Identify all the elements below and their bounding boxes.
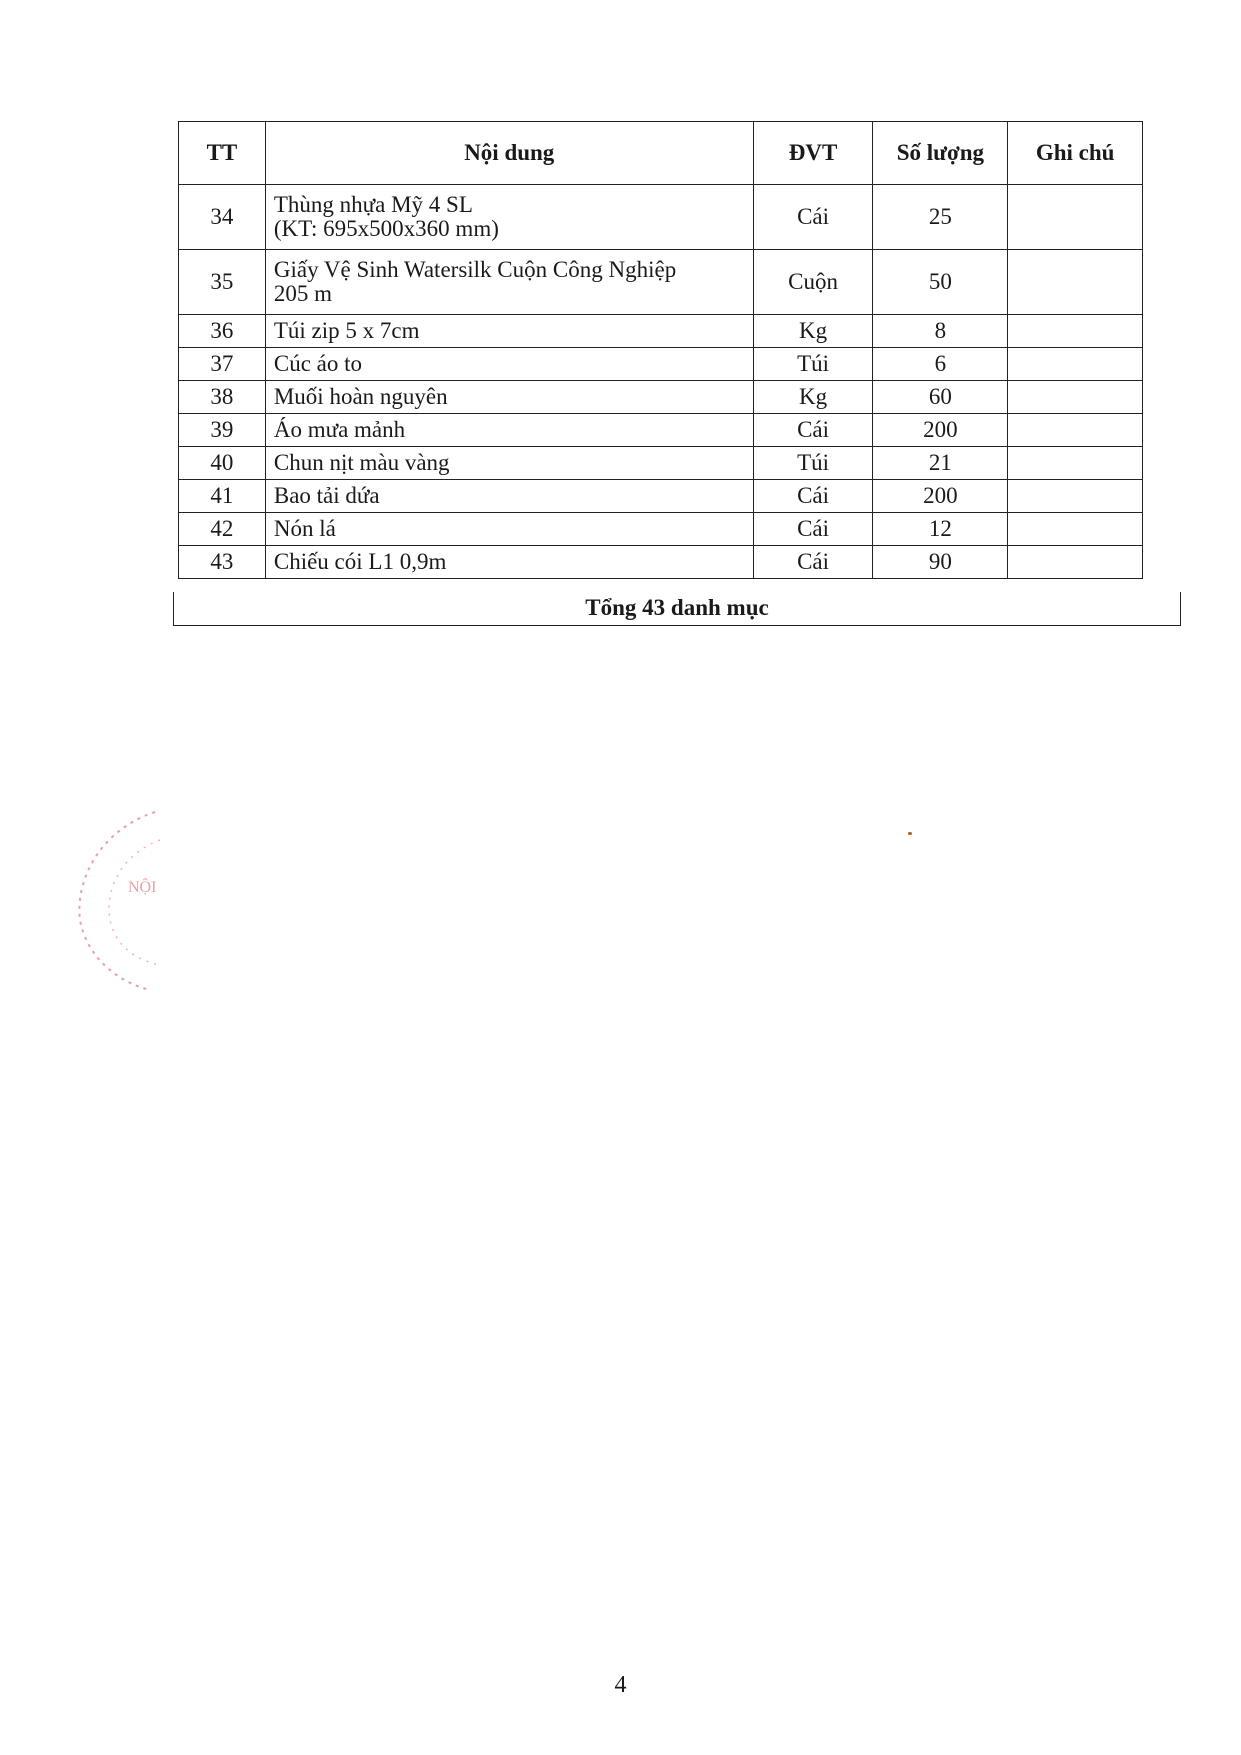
table-row [179,414,1143,447]
table-row [179,250,1143,315]
row-note [1008,546,1143,579]
ink-speck [908,832,912,835]
row-note [1008,185,1143,250]
row-note [1008,315,1143,348]
row-tt: 37 [179,348,266,381]
row-note [1008,414,1143,447]
row-quantity: 8 [873,315,1008,348]
row-unit: Cái [753,185,873,250]
row-note [1008,447,1143,480]
red-stamp-fragment [60,800,180,1000]
row-unit: Túi [753,447,873,480]
items-table [178,121,1143,579]
table-row [179,447,1143,480]
row-tt: 41 [179,480,266,513]
row-tt: 38 [179,381,266,414]
row-note [1008,348,1143,381]
row-unit: Cái [753,546,873,579]
row-content: Túi zip 5 x 7cm [265,315,753,348]
row-content: Áo mưa mảnh [265,414,753,447]
row-quantity: 50 [873,250,1008,315]
row-quantity: 90 [873,546,1008,579]
row-tt: 43 [179,546,266,579]
row-content [265,185,753,250]
table-row [179,480,1143,513]
row-unit: Cuộn [753,250,873,315]
row-content: Cúc áo to [265,348,753,381]
row-quantity: 200 [873,480,1008,513]
page-number: 4 [614,1672,627,1698]
row-content-line1: Giấy Vệ Sinh Watersilk Cuộn Công Nghiệp [273,257,677,282]
header-content: Nội dung [265,122,753,185]
row-unit: Cái [753,480,873,513]
row-note [1008,513,1143,546]
stamp-text: NỘI [128,879,157,896]
table-row [179,348,1143,381]
stamp-mark [60,800,180,1000]
row-tt: 40 [179,447,266,480]
row-tt: 42 [179,513,266,546]
row-note [1008,480,1143,513]
row-content: Nón lá [265,513,753,546]
row-content: Chiếu cói L1 0,9m [265,546,753,579]
row-content: Muối hoàn nguyên [265,381,753,414]
header-tt: TT [179,122,266,185]
stamp-inner-ring [109,840,160,965]
row-content [265,250,753,315]
row-tt: 35 [179,250,266,315]
table-row [179,546,1143,579]
row-quantity: 6 [873,348,1008,381]
header-quantity: Số lượng [873,122,1008,185]
row-quantity: 200 [873,414,1008,447]
row-unit: Cái [753,513,873,546]
row-unit: Kg [753,315,873,348]
row-unit: Kg [753,381,873,414]
row-content: Chun nịt màu vàng [265,447,753,480]
row-quantity: 21 [873,447,1008,480]
table-row [179,185,1143,250]
row-unit: Cái [753,414,873,447]
row-quantity: 60 [873,381,1008,414]
table-row [179,315,1143,348]
row-tt: 39 [179,414,266,447]
row-tt: 36 [179,315,266,348]
row-quantity: 12 [873,513,1008,546]
row-unit: Túi [753,348,873,381]
total-row: Tổng 43 danh mục [173,592,1181,626]
table-row [179,381,1143,414]
header-unit: ĐVT [753,122,873,185]
row-content-line2: (KT: 695x500x360 mm) [273,216,499,241]
row-note [1008,381,1143,414]
header-note: Ghi chú [1008,122,1143,185]
stamp-outer-ring [79,812,155,990]
table-row [179,513,1143,546]
row-quantity: 25 [873,185,1008,250]
row-content-line1: Thùng nhựa Mỹ 4 SL [273,192,473,217]
row-content: Bao tải dứa [265,480,753,513]
row-tt: 34 [179,185,266,250]
row-note [1008,250,1143,315]
table-header-row [179,122,1143,185]
row-content-line2: 205 m [273,281,332,306]
